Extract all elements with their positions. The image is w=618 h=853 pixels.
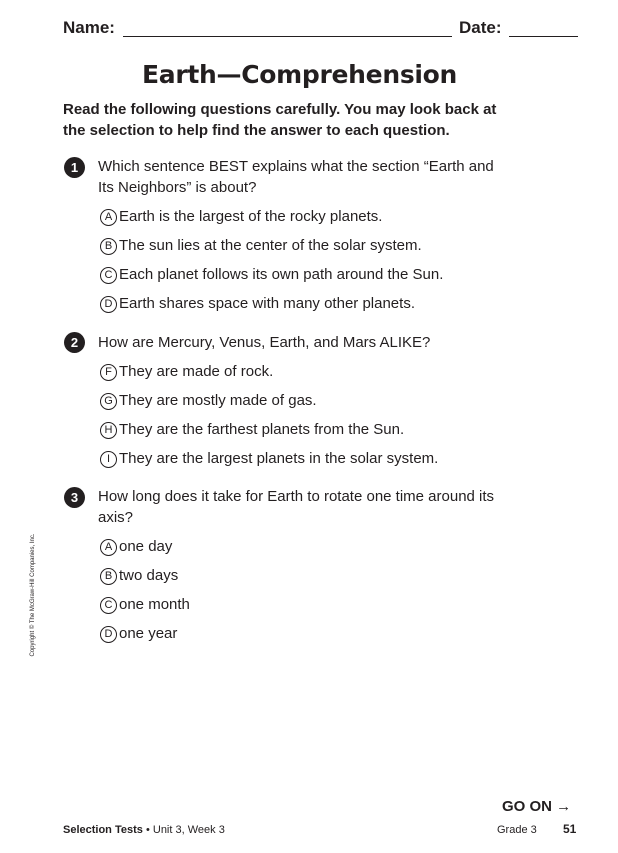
answer-option[interactable]: [100, 390, 317, 411]
answer-bubble[interactable]: G: [100, 393, 117, 410]
answer-text: Earth is the largest of the rocky planets.: [119, 208, 383, 225]
go-on-indicator: GO ON →: [502, 798, 572, 815]
answer-text: one day: [119, 538, 173, 555]
footer-grade: Grade 3: [497, 824, 537, 836]
answer-option[interactable]: [100, 565, 178, 586]
answer-text: two days: [119, 567, 179, 584]
answer-text: Each planet follows its own path around the Sun.: [119, 266, 444, 283]
answer-option[interactable]: [100, 264, 443, 285]
answer-bubble[interactable]: C: [100, 597, 117, 614]
page-number: 51: [563, 822, 577, 836]
answer-text: They are made of rock.: [119, 363, 274, 380]
answer-option[interactable]: [100, 206, 382, 227]
answer-bubble[interactable]: I: [100, 451, 117, 468]
answer-bubble[interactable]: B: [100, 568, 117, 585]
page-title: Earth—Comprehension: [142, 60, 458, 89]
name-label: Name:: [63, 18, 115, 37]
question-number-2: 2: [64, 332, 85, 353]
footer-bullet: •: [145, 824, 150, 836]
answer-option[interactable]: [100, 448, 438, 469]
question-number-1: 1: [64, 157, 85, 178]
copyright-notice: Copyright © The McGraw-Hill Companies, Inc.: [30, 533, 36, 657]
footer-unit: Unit 3, Week 3: [152, 824, 225, 836]
answer-text: They are the farthest planets from the Sun.: [119, 421, 405, 438]
answer-bubble[interactable]: C: [100, 267, 117, 284]
answer-text: They are the largest planets in the solar system.: [119, 450, 439, 467]
answer-option[interactable]: [100, 293, 415, 314]
answer-bubble[interactable]: A: [100, 539, 117, 556]
answer-option[interactable]: [100, 235, 422, 256]
name-field[interactable]: [123, 36, 452, 37]
answer-bubble[interactable]: D: [100, 626, 117, 643]
date-field[interactable]: [509, 36, 578, 37]
question-1-text: Which sentence BEST explains what the section “Earth and Its Neighbors” is about?: [98, 158, 494, 196]
answer-text: Earth shares space with many other planets.: [119, 295, 415, 312]
answer-option[interactable]: [100, 623, 177, 644]
instructions: Read the following questions carefully. You may look back at the selection to help find the answer to each question.: [63, 101, 497, 139]
answer-text: one year: [119, 625, 178, 642]
date-label: Date:: [459, 18, 502, 37]
answer-bubble[interactable]: H: [100, 422, 117, 439]
footer-series: [63, 824, 225, 836]
answer-text: one month: [119, 596, 190, 613]
question-2-text: How are Mercury, Venus, Earth, and Mars ALIKE?: [98, 334, 431, 351]
footer-series-title: Selection Tests: [63, 824, 143, 836]
answer-option[interactable]: [100, 361, 273, 382]
question-number-3: 3: [64, 487, 85, 508]
answer-bubble[interactable]: D: [100, 296, 117, 313]
answer-option[interactable]: [100, 419, 404, 440]
answer-bubble[interactable]: B: [100, 238, 117, 255]
answer-option[interactable]: [100, 594, 190, 615]
answer-option[interactable]: [100, 536, 172, 557]
answer-bubble[interactable]: F: [100, 364, 117, 381]
answer-bubble[interactable]: A: [100, 209, 117, 226]
answer-text: The sun lies at the center of the solar system.: [119, 237, 422, 254]
question-3-text: How long does it take for Earth to rotate one time around its axis?: [98, 488, 495, 526]
answer-text: They are mostly made of gas.: [119, 392, 317, 409]
